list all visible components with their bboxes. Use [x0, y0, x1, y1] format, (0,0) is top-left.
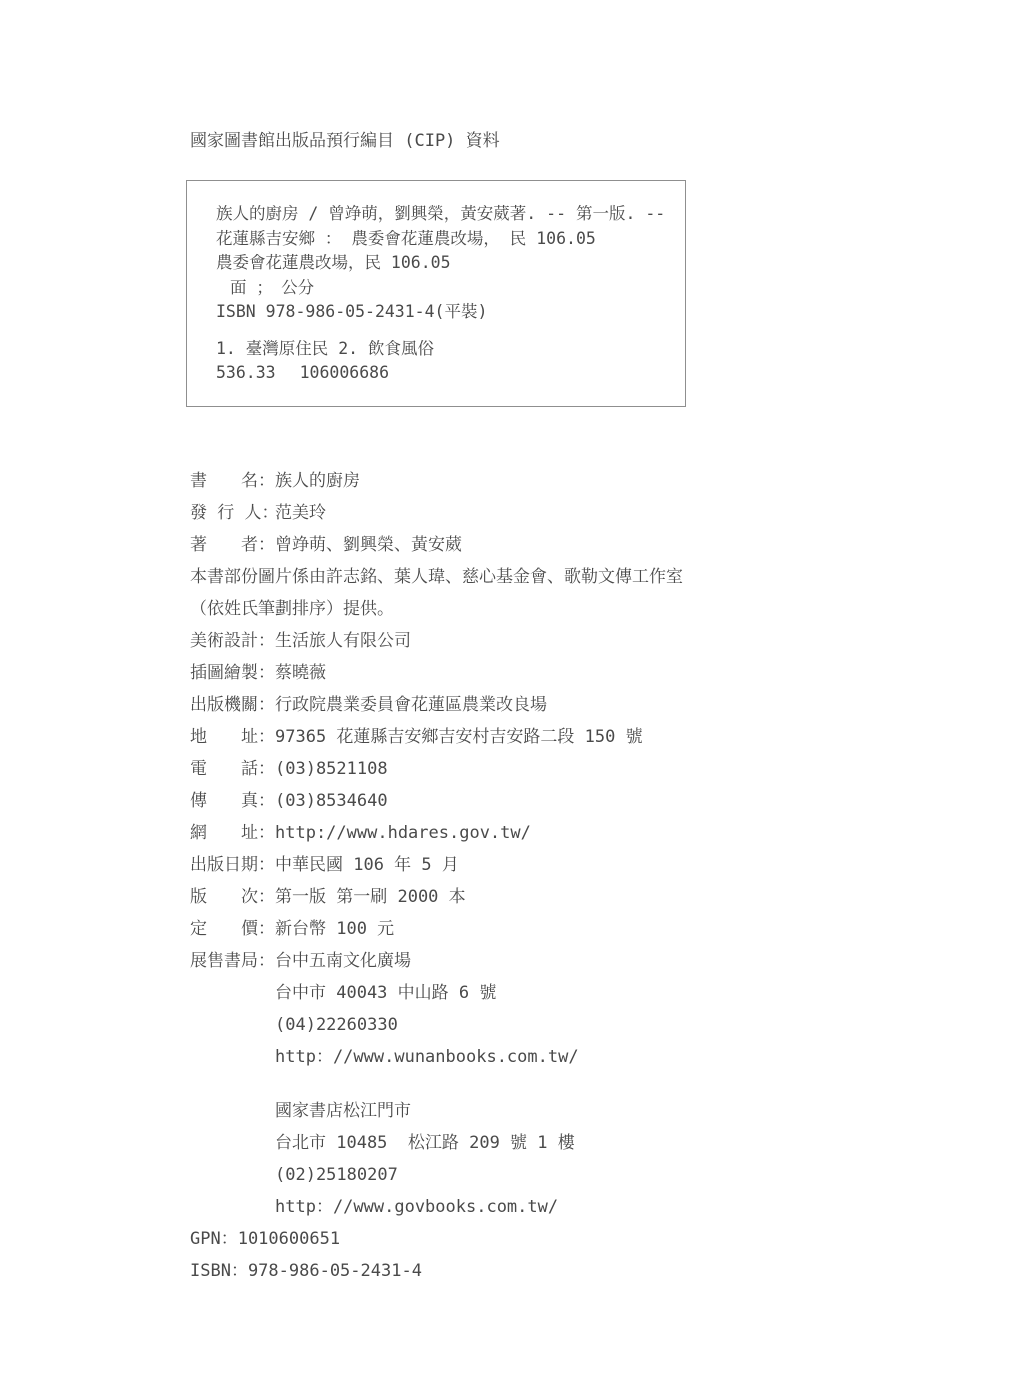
- cip-line-title-statement: 族人的廚房 / 曾竫萌，劉興榮，黃安葳著. -- 第一版. --: [216, 204, 666, 223]
- cip-call-number-line: [216, 361, 665, 386]
- line-publisher: [190, 689, 1024, 721]
- field-value: 范美玲: [275, 503, 326, 523]
- field-value: 中華民國 106 年 5 月: [275, 855, 459, 875]
- field-value: (03)8534640: [275, 791, 388, 811]
- field-label: 展售書局：: [190, 951, 275, 971]
- line-pub-date: [190, 849, 1024, 881]
- field-value: 台中五南文化廣場: [275, 951, 411, 971]
- field-label: 出版日期：: [190, 855, 275, 875]
- colophon-block: [190, 465, 1024, 1287]
- field-label: 發 行 人：: [190, 503, 279, 523]
- cip-box: [186, 180, 686, 407]
- line-bookstore-2-address: 台北市 10485 松江路 209 號 1 樓: [275, 1133, 575, 1153]
- line-bookstore-1-address: 台中市 40043 中山路 6 號: [275, 983, 497, 1003]
- cip-record-number: 106006686: [299, 363, 390, 382]
- line-website: [190, 817, 1024, 849]
- field-label: 版 次：: [190, 887, 275, 907]
- field-value: 行政院農業委員會花蓮區農業改良場: [275, 695, 547, 715]
- line-issuer: [190, 497, 1024, 529]
- field-label: 傳 真：: [190, 791, 275, 811]
- cip-class-number: 536.33: [216, 363, 276, 382]
- line-bookstore-1-phone: (04)22260330: [275, 1015, 398, 1035]
- cip-heading: 國家圖書館出版品預行編目 (CIP) 資料: [190, 131, 500, 151]
- field-value: 曾竫萌、劉興榮、黃安葳: [275, 535, 462, 555]
- line-photo-credit-2: （依姓氏筆劃排序）提供。: [190, 599, 394, 619]
- field-value: 生活旅人有限公司: [275, 631, 411, 651]
- field-label: 著 者：: [190, 535, 275, 555]
- field-value: http://www.hdares.gov.tw/: [275, 823, 531, 843]
- line-bookstore-2-name: 國家書店松江門市: [275, 1101, 411, 1121]
- cip-description-block: [216, 202, 665, 325]
- line-edition: [190, 881, 1024, 913]
- field-label: 網 址：: [190, 823, 275, 843]
- line-phone: [190, 753, 1024, 785]
- line-photo-credit-1: 本書部份圖片係由許志銘、葉人瑋、慈心基金會、歌勒文傳工作室: [190, 567, 683, 587]
- field-label: 地 址：: [190, 727, 275, 747]
- line-price: [190, 913, 1024, 945]
- cip-line-imprint-2: 農委會花蓮農改場，民 106.05: [216, 253, 451, 272]
- line-bookstore-1-url: http：//www.wunanbooks.com.tw/: [275, 1047, 579, 1067]
- line-art-design: [190, 625, 1024, 657]
- line-fax: [190, 785, 1024, 817]
- line-address: [190, 721, 1024, 753]
- cip-subject-line: 1. 臺灣原住民 2. 飲食風俗: [216, 338, 435, 358]
- line-bookstore-1-name: [190, 945, 1024, 977]
- field-value: 新台幣 100 元: [275, 919, 395, 939]
- cip-line-isbn: ISBN 978-986-05-2431-4(平裝): [216, 302, 488, 321]
- field-label: 定 價：: [190, 919, 275, 939]
- field-value: 97365 花蓮縣吉安鄉吉安村吉安路二段 150 號: [275, 727, 643, 747]
- line-isbn: ISBN：978-986-05-2431-4: [190, 1261, 422, 1281]
- line-book-name: [190, 465, 1024, 497]
- line-authors: [190, 529, 1024, 561]
- field-label: 美術設計：: [190, 631, 275, 651]
- line-bookstore-2-url: http：//www.govbooks.com.tw/: [275, 1197, 559, 1217]
- line-gpn: GPN：1010600651: [190, 1229, 341, 1249]
- cip-tracings-block: [216, 337, 665, 386]
- cip-line-imprint: 花蓮縣吉安鄉 ： 農委會花蓮農改場， 民 106.05: [216, 228, 596, 248]
- line-illustration: [190, 657, 1024, 689]
- field-label: 書 名：: [190, 471, 275, 491]
- field-label: 電 話：: [190, 759, 275, 779]
- field-value: 第一版 第一刷 2000 本: [275, 887, 466, 907]
- field-value: 蔡曉薇: [275, 663, 326, 683]
- line-bookstore-2-phone: (02)25180207: [275, 1165, 398, 1185]
- field-label: 出版機關：: [190, 695, 275, 715]
- field-value: 族人的廚房: [275, 471, 360, 491]
- cip-line-collation: 面 ； 公分: [230, 277, 315, 297]
- field-label: 插圖繪製：: [190, 663, 275, 683]
- field-value: (03)8521108: [275, 759, 388, 779]
